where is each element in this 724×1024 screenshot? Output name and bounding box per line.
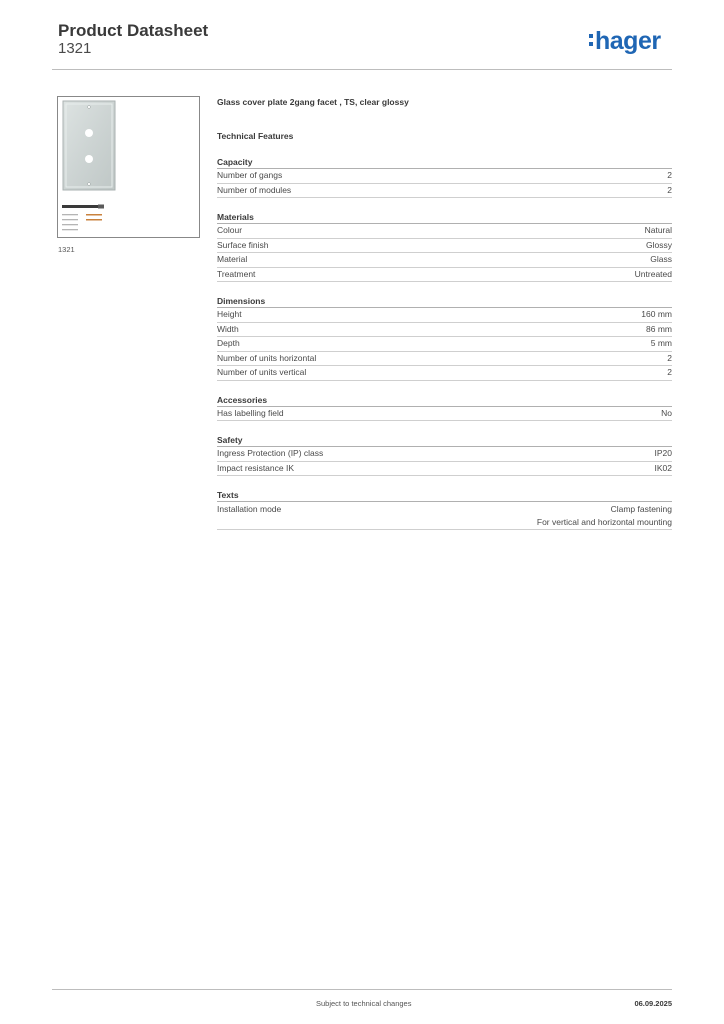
header-divider — [52, 69, 672, 70]
spec-label: Height — [217, 309, 242, 319]
document-number: 1321 — [58, 40, 92, 57]
footer-divider — [52, 989, 672, 990]
image-caption: 1321 — [58, 245, 75, 254]
section-title: Capacity — [217, 156, 672, 169]
legend-line — [62, 219, 78, 220]
spec-value: Untreated — [634, 268, 672, 279]
spec-value: 2 — [667, 367, 672, 377]
spec-row — [217, 447, 672, 462]
spec-value: Glossy — [646, 239, 672, 250]
spec-label: Number of units horizontal — [217, 352, 317, 363]
hager-logo — [595, 28, 661, 54]
features-heading: Technical Features — [217, 131, 294, 141]
spec-value: 2 — [667, 184, 672, 195]
spec-row — [217, 502, 672, 530]
spec-label: Treatment — [217, 268, 256, 279]
spec-label: Impact resistance IK — [217, 462, 295, 473]
spec-row — [217, 337, 672, 352]
spec-row — [217, 366, 672, 381]
section-accessories — [217, 394, 672, 422]
spec-row — [217, 407, 672, 422]
spec-value: 2 — [667, 352, 672, 363]
section-title: Materials — [217, 211, 672, 224]
spec-value: No — [661, 407, 672, 418]
spec-value: Natural — [644, 225, 672, 235]
section-title: Texts — [217, 489, 672, 502]
section-dimensions — [217, 295, 672, 381]
product-image-frame — [57, 96, 200, 238]
document-title: Product Datasheet — [58, 21, 209, 40]
plate-side-view — [62, 205, 104, 208]
spec-row — [217, 239, 672, 254]
socket-hole-1 — [85, 129, 93, 137]
legend-line — [62, 229, 78, 230]
section-safety — [217, 434, 672, 476]
spec-label: Depth — [217, 338, 240, 348]
screw-hole-top — [88, 106, 91, 109]
spec-label: Colour — [217, 225, 243, 235]
spec-row — [217, 308, 672, 323]
legend-line-accent — [86, 219, 102, 221]
spec-row — [217, 224, 672, 239]
spec-row — [217, 253, 672, 268]
spec-label: Number of gangs — [217, 170, 283, 180]
spec-row — [217, 462, 672, 477]
legend-line — [62, 214, 78, 215]
footer-note: Subject to technical changes — [316, 999, 412, 1008]
spec-label: Material — [217, 254, 248, 264]
logo-colon-icon — [589, 34, 593, 49]
section-title: Safety — [217, 434, 672, 447]
spec-label: Ingress Protection (IP) class — [217, 448, 324, 458]
spec-value: Glass — [650, 254, 672, 264]
section-materials — [217, 211, 672, 282]
spec-value: 5 mm — [650, 338, 672, 348]
spec-row — [217, 352, 672, 367]
spec-value-line: For vertical and horizontal mounting — [536, 516, 672, 527]
socket-hole-2 — [85, 155, 93, 163]
spec-value: IP20 — [654, 448, 672, 458]
logo-text: hager — [595, 27, 661, 55]
spec-label: Installation mode — [217, 504, 282, 514]
spec-row — [217, 323, 672, 338]
product-image — [58, 97, 199, 237]
spec-label: Surface finish — [217, 239, 269, 250]
spec-value: 2 — [667, 170, 672, 180]
spec-row — [217, 169, 672, 184]
screw-hole-bottom — [88, 183, 91, 186]
legend-line-accent — [86, 214, 102, 216]
technical-content — [217, 96, 672, 530]
section-title: Dimensions — [217, 295, 672, 308]
legend-line — [62, 224, 78, 225]
section-texts — [217, 489, 672, 530]
spec-row — [217, 268, 672, 283]
spec-value: 86 mm — [646, 323, 672, 334]
spec-value: IK02 — [654, 462, 672, 473]
glass-plate — [63, 101, 115, 190]
spec-label: Width — [217, 323, 239, 334]
spec-value-line: Clamp fastening — [610, 504, 672, 514]
spec-value: 160 mm — [641, 309, 672, 319]
section-capacity — [217, 156, 672, 198]
spec-label: Number of units vertical — [217, 367, 307, 377]
section-title: Accessories — [217, 394, 672, 407]
spec-row — [217, 184, 672, 199]
footer-date: 06.09.2025 — [634, 999, 672, 1008]
spec-label: Number of modules — [217, 184, 292, 195]
spec-value — [537, 503, 672, 528]
product-title: Glass cover plate 2gang facet , TS, clear glossy — [217, 97, 409, 107]
spec-label: Has labelling field — [217, 407, 284, 418]
